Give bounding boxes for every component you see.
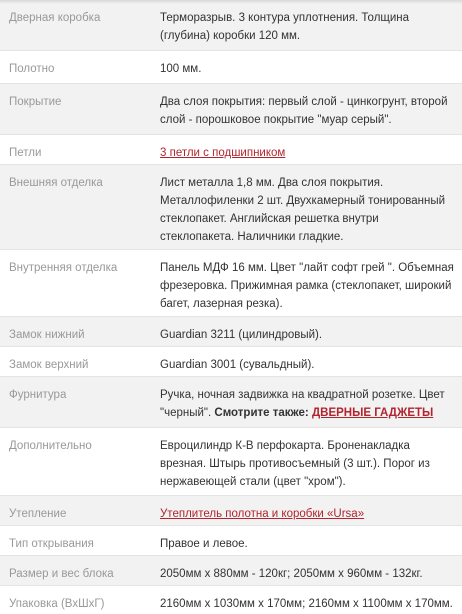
spec-label: Дверная коробка [9,12,101,24]
door-gadgets-link[interactable]: ДВЕРНЫЕ ГАДЖЕТЫ [311,407,434,419]
spec-label: Утепление [9,508,67,520]
insulation-link[interactable]: Утеплитель полотна и коробки «Ursa» [160,508,365,520]
spec-row-hinges [0,135,462,165]
spec-row-coating [0,84,462,135]
spec-row-exterior-finish [0,165,462,250]
spec-value: Guardian 3211 (цилиндровый). [160,329,323,341]
spec-row-additional [0,428,462,496]
top-scroll-shadow [0,0,462,4]
spec-row-size-weight [0,556,462,586]
spec-label: Замок верхний [9,359,89,371]
hinges-link[interactable]: 3 петли с подшипником [160,147,286,159]
spec-value: Два слоя покрытия: первый слой - цинкогрунт, второй слой - порошковое покрытие "муар серый". [160,96,448,126]
spec-row-packaging [0,586,462,614]
spec-row-insulation [0,496,462,526]
spec-value: Guardian 3001 (сувальдный). [160,359,315,371]
spec-label: Полотно [9,63,55,75]
spec-row-door-frame [0,0,462,51]
spec-value: Терморазрыв. 3 контура уплотнения. Толщина (глубина) коробки 120 мм. [160,12,410,42]
spec-value: 2050мм х 880мм - 120кг; 2050мм х 960мм - 132кг. [160,568,423,580]
spec-label: Внутренняя отделка [9,262,118,274]
spec-label: Фурнитура [9,389,67,401]
spec-row-door-leaf [0,51,462,84]
spec-label: Покрытие [9,96,62,108]
spec-value [160,505,462,525]
see-also-label: Смотрите также: [214,407,309,419]
spec-value: Панель МДФ 16 мм. Цвет "лайт софт грей ". Объемная фрезеровка. Прижимная рамка (стеклопакет, широкий багет, лазерная резка). [160,262,454,310]
spec-label: Тип открывания [9,538,94,550]
spec-row-opening-type [0,526,462,556]
spec-value: 2160мм х 1030мм х 170мм; 2160мм х 1100мм х 170мм. [160,598,453,610]
spec-label: Петли [9,147,42,159]
spec-label: Замок нижний [9,329,85,341]
spec-value: Лист металла 1,8 мм. Два слоя покрытия. Металлофиленки 2 шт. Двухкамерный тонированный стеклопакет. Английская решетка внутри стеклопакета. Наличники гладкие. [160,177,446,243]
hardware-text: Ручка, ночная задвижка на квадратной розетке. Цвет "черный". [160,389,445,419]
spec-value [160,144,462,164]
spec-value [160,386,462,427]
spec-row-lower-lock [0,317,462,347]
spec-label: Внешняя отделка [9,177,103,189]
spec-label: Дополнительно [9,440,92,452]
spec-value: Правое и левое. [160,538,248,550]
spec-label: Размер и вес блока [9,568,114,580]
spec-row-upper-lock [0,347,462,377]
spec-value: Евроцилиндр К-В перфокарта. Броненакладка врезная. Штырь противосъемный (3 шт.). Порог из нержавеющей стали (цвет "хром"). [160,440,430,488]
spec-value: 100 мм. [160,63,202,75]
spec-row-hardware [0,377,462,428]
spec-row-interior-finish [0,250,462,317]
spec-label: Упаковка (ВхШхГ) [9,598,105,610]
